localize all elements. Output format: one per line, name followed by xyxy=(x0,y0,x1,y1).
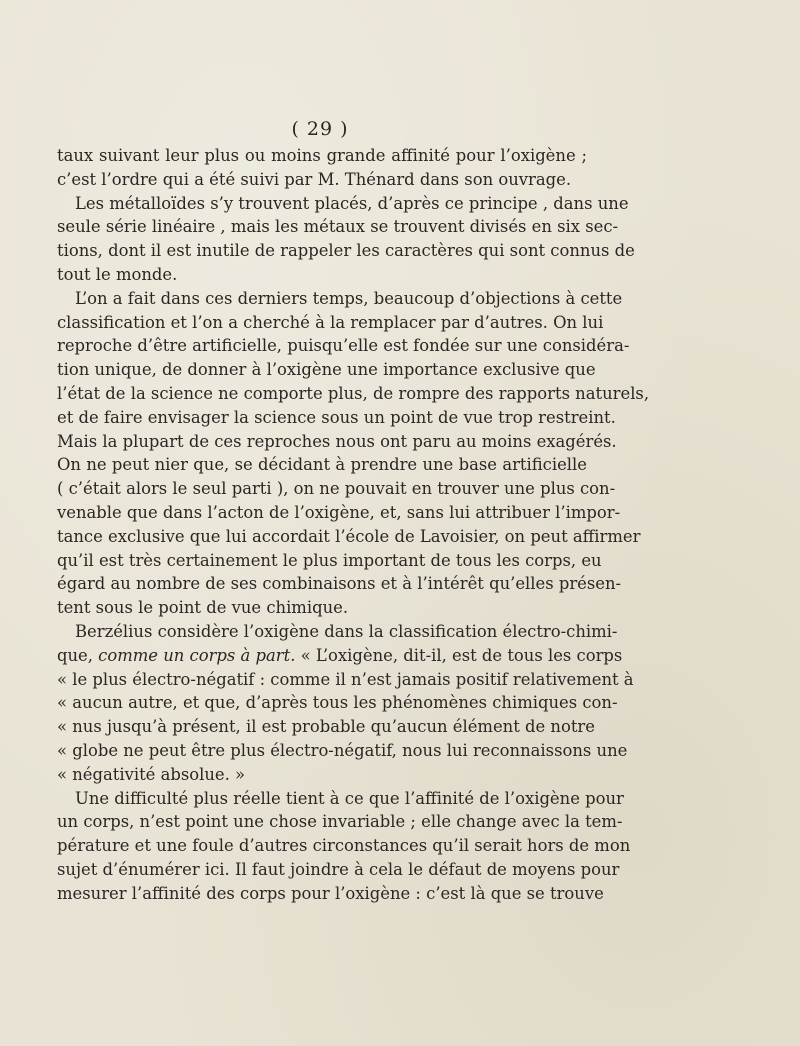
text-line: égard au nombre de ses combinaisons et à l’intérêt qu’elles présen- xyxy=(57,574,622,594)
text-line: tout le monde. xyxy=(57,264,178,284)
text-line: pérature et une foule d’autres circonstances qu’il serait hors de mon xyxy=(57,836,631,856)
text-line: tent sous le point de vue chimique. xyxy=(57,598,349,618)
text-line: et de faire envisager la science sous un point de vue trop restreint. xyxy=(57,407,616,427)
text-line: tion unique, de donner à l’oxigène une importance exclusive que xyxy=(57,360,596,380)
text-line: « négativité absolue. » xyxy=(57,764,246,784)
text-line: ( c’était alors le seul parti ), on ne pouvait en trouver une plus con- xyxy=(57,479,616,499)
text-line: mesurer l’affinité des corps pour l’oxigène : c’est là que se trouve xyxy=(57,883,604,903)
text-line: « aucun autre, et que, d’après tous les phénomènes chimiques con- xyxy=(57,693,618,713)
text-line: l’état de la science ne comporte plus, de rompre des rapports naturels, xyxy=(57,383,650,403)
italic-fragment: comme un corps à part. xyxy=(98,645,296,665)
text-fragment: que, xyxy=(57,645,99,665)
text-line: tions, dont il est inutile de rappeler les caractères qui sont connus de xyxy=(57,241,635,261)
text-line: seule série linéaire , mais les métaux se trouvent divisés en six sec- xyxy=(57,217,619,237)
text-line: venable que dans l’acton de l’oxigène, et, sans lui attribuer l’impor- xyxy=(57,502,621,522)
text-line: Les métalloïdes s’y trouvent placés, d’après ce principe , dans une xyxy=(75,193,629,213)
text-line: L’on a fait dans ces derniers temps, beaucoup d’objections à cette xyxy=(75,288,623,308)
text-line: taux suivant leur plus ou moins grande affinité pour l’oxigène ; xyxy=(57,146,587,165)
text-line: un corps, n’est point une chose invariable ; elle change avec la tem- xyxy=(57,812,623,832)
text-line: « globe ne peut être plus électro-négatif, nous lui reconnaissons une xyxy=(57,740,628,760)
page-number: ( 29 ) xyxy=(291,118,349,140)
text-fragment: « L’oxigène, dit-il, est de tous les corps xyxy=(295,645,623,665)
text-line: tance exclusive que lui accordait l’école de Lavoisier, on peut affirmer xyxy=(57,526,641,546)
text-line xyxy=(57,644,623,668)
text-line: Mais la plupart de ces reproches nous ont paru au moins exagérés. xyxy=(57,431,617,451)
body-text xyxy=(57,144,650,906)
text-line: « nus jusqu’à présent, il est probable qu’aucun élément de notre xyxy=(57,717,595,737)
text-line: Berzélius considère l’oxigène dans la classification électro-chimi- xyxy=(75,621,618,641)
text-line: « le plus électro-négatif : comme il n’est jamais positif relativement à xyxy=(57,669,634,689)
text-line: classification et l’on a cherché à la remplacer par d’autres. On lui xyxy=(57,312,604,332)
text-line: reproche d’être artificielle, puisqu’elle est fondée sur une considéra- xyxy=(57,336,630,356)
text-line: qu’il est très certainement le plus important de tous les corps, eu xyxy=(57,550,602,570)
text-line: Une difficulté plus réelle tient à ce que l’affinité de l’oxigène pour xyxy=(75,788,624,808)
text-line: On ne peut nier que, se décidant à prendre une base artificielle xyxy=(57,455,587,475)
text-line: c’est l’ordre qui a été suivi par M. Thénard dans son ouvrage. xyxy=(57,169,572,189)
text-line: sujet d’énumérer ici. Il faut joindre à cela le défaut de moyens pour xyxy=(57,859,620,879)
